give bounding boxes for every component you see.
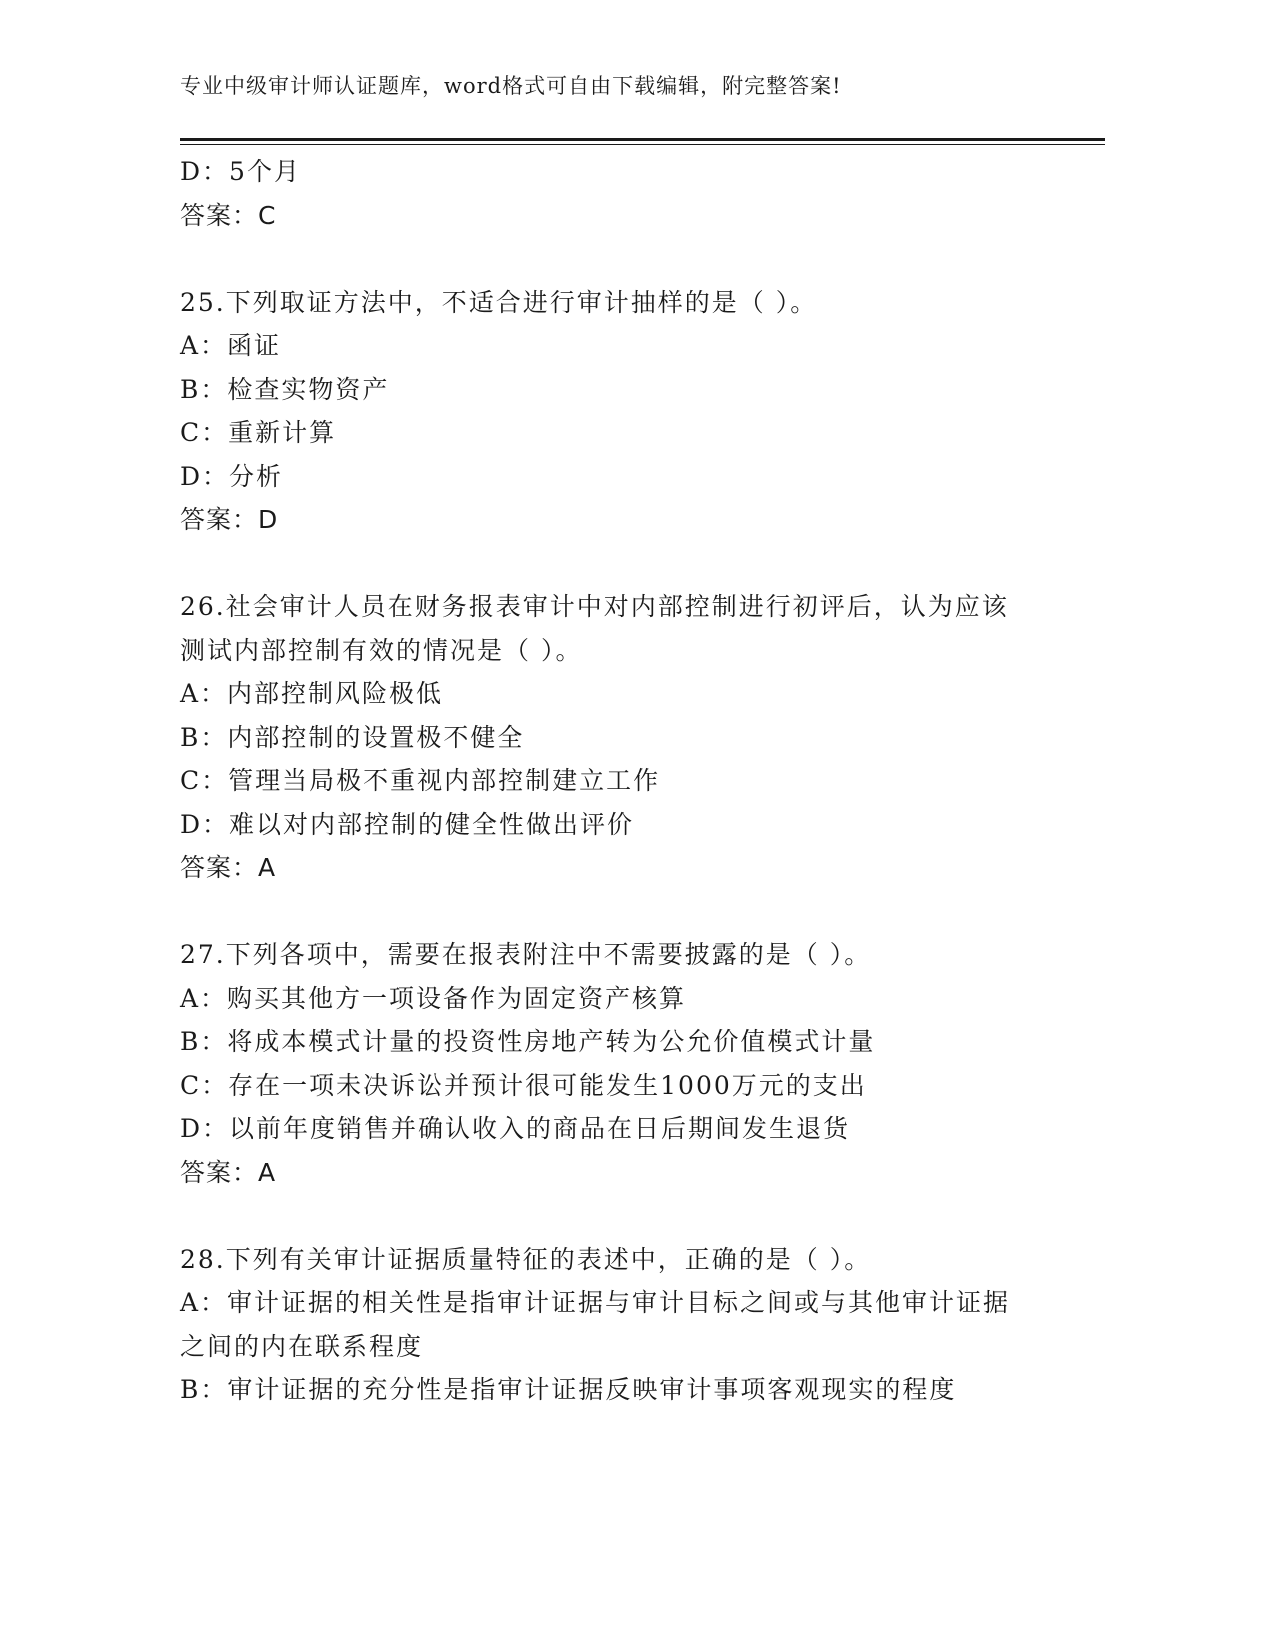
spacer bbox=[180, 1194, 1060, 1238]
option-d: D：分析 bbox=[180, 461, 284, 491]
header-rule-thin bbox=[180, 144, 1105, 145]
spacer bbox=[180, 542, 1060, 586]
page-header: 专业中级审计师认证题库，word格式可自由下载编辑，附完整答案! bbox=[180, 74, 842, 98]
option-b: B：审计证据的充分性是指审计证据反映审计事项客观现实的程度 bbox=[180, 1375, 957, 1404]
option-a-line-1: A：审计证据的相关性是指审计证据与审计目标之间或与其他审计证据 bbox=[180, 1288, 1011, 1317]
question-stem: 25.下列取证方法中，不适合进行审计抽样的是（ ）。 bbox=[180, 287, 818, 317]
answer: 答案：A bbox=[180, 1157, 277, 1187]
spacer bbox=[180, 237, 1060, 281]
question-stem: 28.下列有关审计证据质量特征的表述中，正确的是（ ）。 bbox=[180, 1244, 872, 1274]
spacer bbox=[180, 890, 1060, 934]
document-body bbox=[180, 150, 1060, 1412]
question-24-tail bbox=[180, 150, 1060, 237]
option-d: D：5个月 bbox=[180, 157, 301, 186]
question-stem-line-1: 26.社会审计人员在财务报表审计中对内部控制进行初评后，认为应该 bbox=[180, 592, 1009, 621]
question-stem: 27.下列各项中，需要在报表附注中不需要披露的是（ ）。 bbox=[180, 940, 872, 969]
option-b: B：检查实物资产 bbox=[180, 374, 390, 404]
option-a: A：内部控制风险极低 bbox=[180, 679, 444, 708]
header-rule-thick bbox=[180, 138, 1105, 141]
option-d: D：以前年度销售并确认收入的商品在日后期间发生退货 bbox=[180, 1114, 851, 1143]
option-c: C：存在一项未决诉讼并预计很可能发生1000万元的支出 bbox=[180, 1070, 867, 1100]
question-stem-line-2: 测试内部控制有效的情况是（ ）。 bbox=[180, 635, 583, 665]
answer: 答案：A bbox=[180, 853, 277, 882]
question-27 bbox=[180, 933, 1060, 1194]
answer: 答案：C bbox=[180, 200, 277, 230]
option-b: B：将成本模式计量的投资性房地产转为公允价值模式计量 bbox=[180, 1027, 876, 1056]
option-a: A：函证 bbox=[180, 331, 282, 360]
option-d: D：难以对内部控制的健全性做出评价 bbox=[180, 809, 635, 839]
question-25 bbox=[180, 281, 1060, 542]
question-26 bbox=[180, 585, 1060, 890]
option-c: C：重新计算 bbox=[180, 418, 337, 447]
answer: 答案：D bbox=[180, 505, 279, 534]
option-c: C：管理当局极不重视内部控制建立工作 bbox=[180, 766, 661, 795]
option-a: A：购买其他方一项设备作为固定资产核算 bbox=[180, 983, 687, 1013]
option-b: B：内部控制的设置极不健全 bbox=[180, 722, 525, 752]
question-28 bbox=[180, 1238, 1060, 1412]
option-a-line-2: 之间的内在联系程度 bbox=[180, 1331, 424, 1361]
